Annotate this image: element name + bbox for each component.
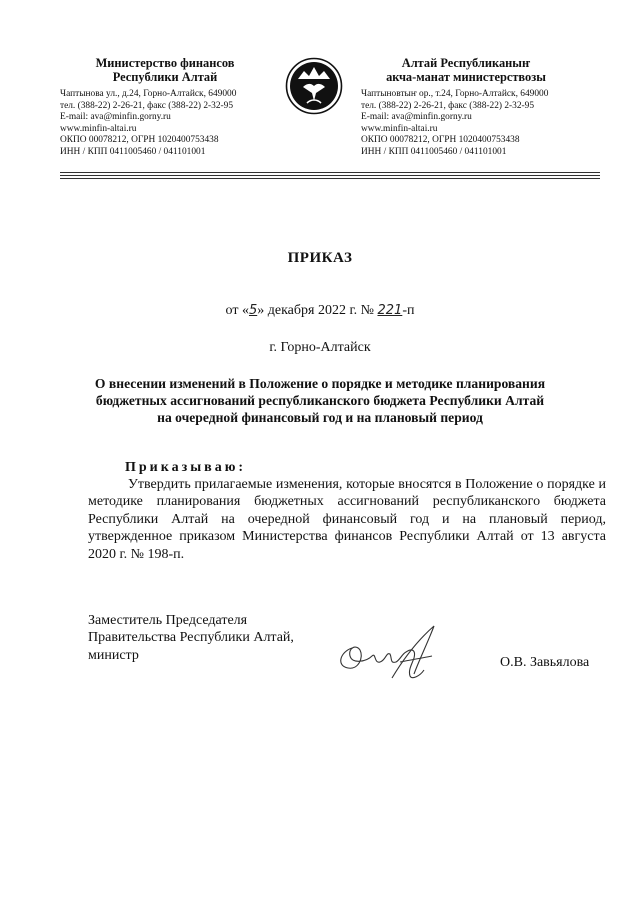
header-divider-mid bbox=[60, 175, 600, 176]
email-ru: E-mail: ava@minfin.gorny.ru bbox=[60, 112, 171, 123]
phones-alt: тел. (388-22) 2-26-21, факс (388-22) 2-32-95 bbox=[361, 100, 535, 111]
header-right bbox=[361, 56, 601, 159]
position-line3: министр bbox=[88, 647, 139, 663]
subject-line3: на очередной финансовый год и на плановый период bbox=[157, 410, 483, 425]
city: г. Горно-Алтайск bbox=[269, 340, 371, 355]
document-subject bbox=[80, 375, 560, 426]
republic-altai-emblem-icon bbox=[285, 57, 343, 115]
order-word: Приказываю: bbox=[125, 460, 247, 475]
date-number-line bbox=[0, 303, 640, 319]
org-name-alt-line2: акча-манат министерствозы bbox=[386, 70, 546, 84]
subject-line2: бюджетных ассигнований республиканского бюджета Республики Алтай bbox=[95, 393, 545, 408]
date-prefix: от « bbox=[225, 303, 249, 318]
document-title: ПРИКАЗ bbox=[287, 250, 353, 266]
address-alt: Чаптыновтыҥ ор., т.24, Горно-Алтайск, 649000 bbox=[361, 89, 549, 99]
header-left bbox=[60, 56, 290, 159]
email-alt: E-mail: ava@minfin.gorny.ru bbox=[361, 112, 472, 123]
phones-ru: тел. (388-22) 2-26-21, факс (388-22) 2-32-95 bbox=[60, 100, 234, 111]
number-suffix: -п bbox=[402, 303, 415, 318]
position-line2: Правительства Республики Алтай, bbox=[88, 630, 294, 646]
okpo-alt: ОКПО 00078212, ОГРН 1020400753438 bbox=[361, 135, 520, 146]
subject-line1: О внесении изменений в Положение о порядке и методике планирования bbox=[94, 376, 546, 391]
order-body: Утвердить прилагаемые изменения, которые вносятся в Положение о порядке и методике планирования бюджетных ассигнований республиканского бюджета Республики Алтай на очередной финансовый год и на плановый период, утвержденное приказом Министерства финансов Республики Алтай от 13 августа 2020 г. № 198-п. bbox=[88, 477, 606, 562]
signatory-position bbox=[88, 612, 294, 664]
header-divider-top bbox=[60, 172, 600, 173]
day-handwritten: 5 bbox=[248, 303, 258, 318]
org-name-ru-line2: Республики Алтай bbox=[112, 70, 218, 84]
handwritten-signature-icon bbox=[330, 618, 450, 688]
website-ru: www.minfin-altai.ru bbox=[60, 123, 137, 134]
org-name-alt-line1: Алтай Республиканыҥ bbox=[401, 56, 531, 70]
signatory-name: О.В. Завьялова bbox=[500, 655, 590, 670]
inn-alt: ИНН / КПП 0411005460 / 041101001 bbox=[361, 146, 507, 157]
address-ru: Чаптынова ул., д.24, Горно-Алтайск, 649000 bbox=[60, 89, 237, 99]
inn-ru: ИНН / КПП 0411005460 / 041101001 bbox=[60, 146, 206, 157]
org-name-ru-line1: Министерство финансов bbox=[95, 56, 235, 70]
okpo-ru: ОКПО 00078212, ОГРН 1020400753438 bbox=[60, 135, 219, 146]
number-handwritten: 221 bbox=[377, 303, 403, 318]
website-alt: www.minfin-altai.ru bbox=[361, 123, 438, 134]
position-line1: Заместитель Председателя bbox=[88, 613, 248, 628]
date-mid: » декабря 2022 г. № bbox=[257, 303, 374, 318]
header-divider-bottom bbox=[60, 178, 600, 179]
